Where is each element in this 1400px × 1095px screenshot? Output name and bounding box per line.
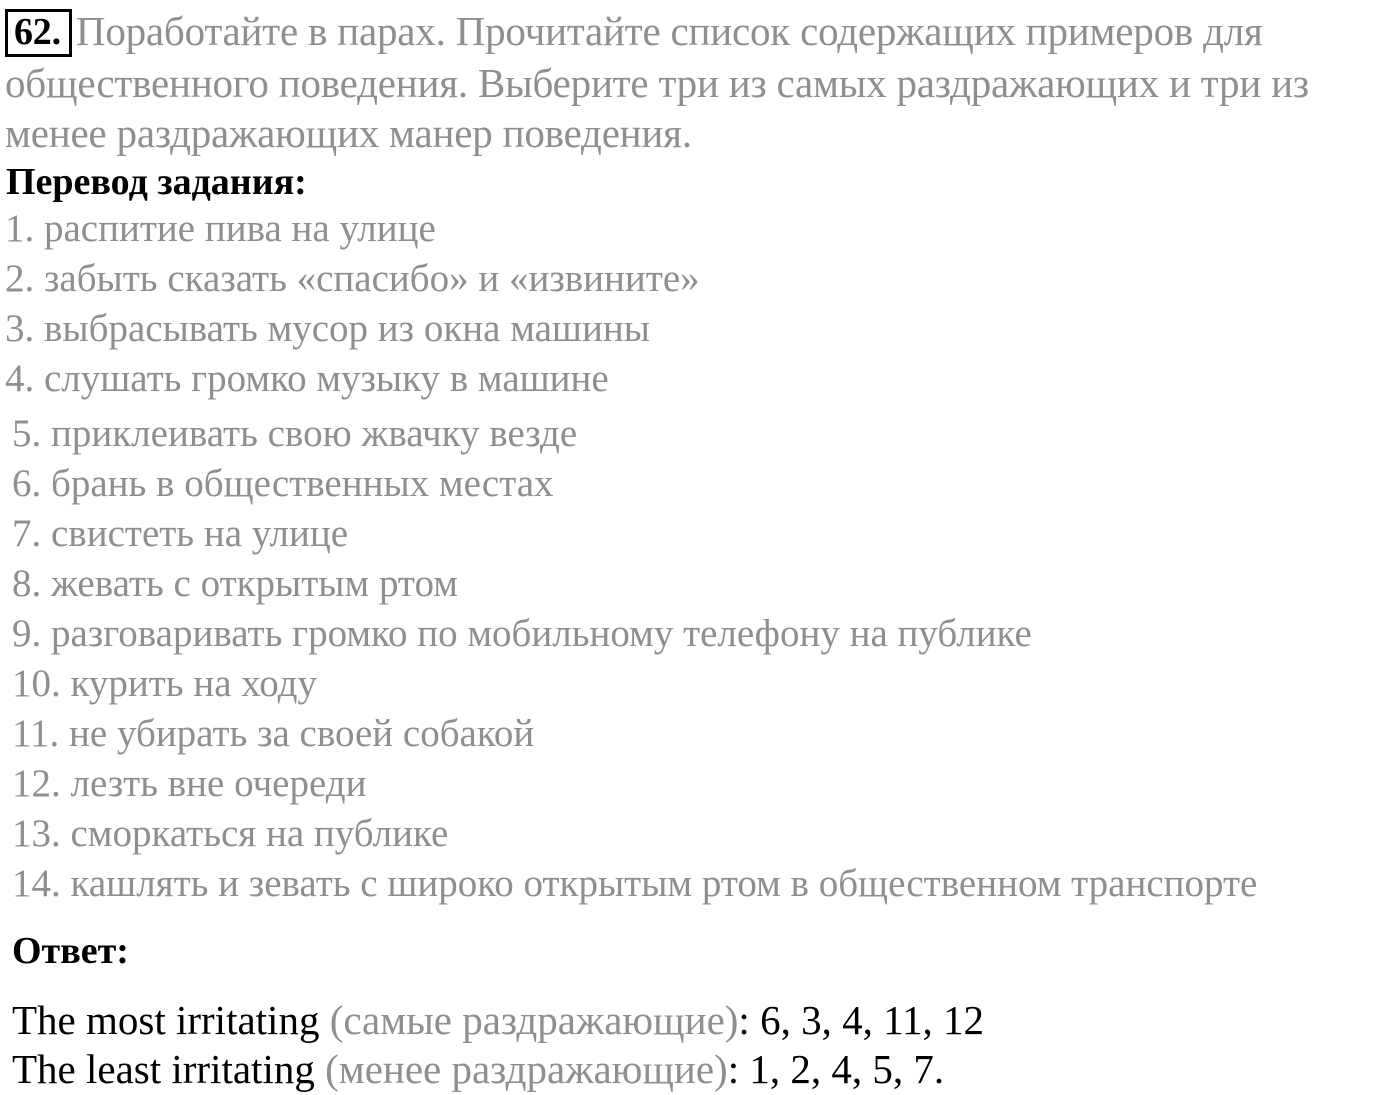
answer-least-label: The least irritating (12, 1046, 315, 1092)
list-item: 13. сморкаться на публике (12, 812, 449, 855)
list-item: 7. свистеть на улице (12, 512, 349, 555)
task-text: Поработайте в парах. Прочитайте список содержащих примеров для общественного поведения. Выберите три из самых раздражающих и три из менее раздражающих манер поведения. (5, 8, 1309, 156)
answer-heading: Ответ: (12, 930, 129, 972)
answer-least-translation: (менее раздражающие) (325, 1046, 728, 1092)
list-item: 14. кашлять и зевать с широко открытым ртом в общественном транспорте (12, 862, 1258, 905)
answer-most-translation: (самые раздражающие) (329, 997, 739, 1043)
list-item: 9. разговаривать громко по мобильному телефону на публике (12, 612, 1032, 655)
answer-least-values: : 1, 2, 4, 5, 7. (727, 1046, 945, 1092)
list-item: 2. забыть сказать «спасибо» и «извините» (5, 257, 700, 300)
list-item: 5. приклеивать свою жвачку везде (12, 412, 578, 455)
list-item: 8. жевать с открытым ртом (12, 562, 458, 605)
translation-heading: Перевод задания: (6, 161, 307, 203)
answer-most-label: The most irritating (12, 997, 320, 1043)
list-item: 1. распитие пива на улице (5, 207, 436, 250)
task-number-box: 62. (5, 9, 72, 57)
answer-most-values: : 6, 3, 4, 11, 12 (738, 997, 985, 1043)
task-statement (5, 6, 1397, 158)
list-item: 4. слушать громко музыку в машине (5, 357, 609, 400)
answer-most-irritating (12, 996, 984, 1044)
answer-least-irritating (12, 1045, 944, 1093)
list-item: 6. брань в общественных местах (12, 462, 554, 505)
list-item: 11. не убирать за своей собакой (12, 712, 535, 755)
list-item: 12. лезть вне очереди (12, 762, 367, 805)
list-item: 10. курить на ходу (12, 662, 318, 705)
list-item: 3. выбрасывать мусор из окна машины (5, 307, 650, 350)
